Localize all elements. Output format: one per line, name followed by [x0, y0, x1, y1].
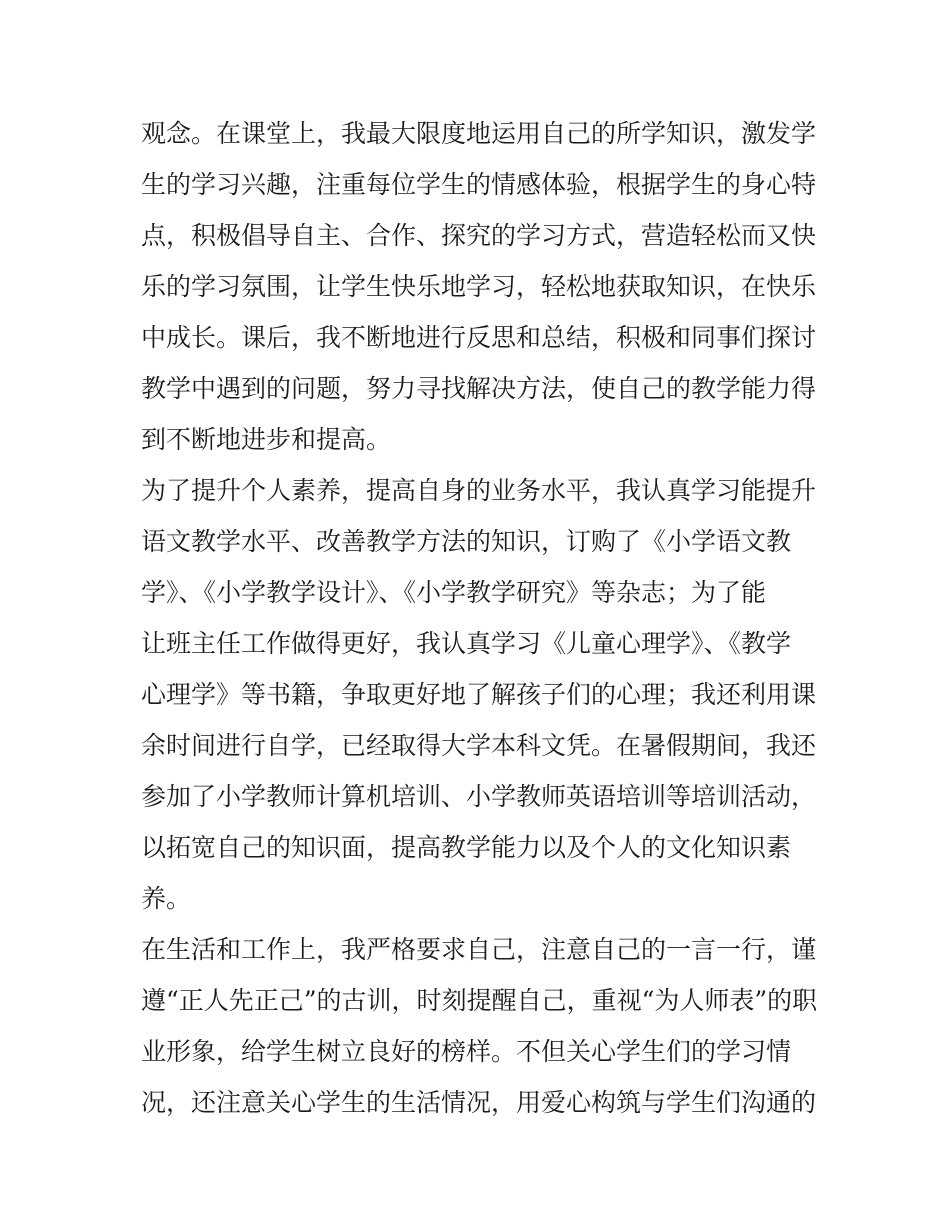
- text-line: 中成长。课后，我不断地进行反思和总结，积极和同事们探讨: [141, 323, 817, 352]
- text-line: 以拓宽自己的知识面，提高教学能力以及个人的文化知识素: [141, 833, 792, 862]
- paragraph-2: [141, 465, 821, 924]
- text-line: 养。: [141, 884, 192, 913]
- text-line: 生的学习兴趣，注重每位学生的情感体验，根据学生的身心特: [141, 170, 817, 199]
- text-line: 语文教学水平、改善教学方法的知识，订购了《小学语文教: [141, 527, 792, 556]
- document-body: [141, 108, 821, 1128]
- text-line: 遵“正人先正己”的古训，时刻提醒自己，重视“为人师表”的职: [141, 986, 818, 1015]
- text-line: 参加了小学教师计算机培训、小学教师英语培训等培训活动，: [141, 782, 817, 811]
- text-line: 为了提升个人素养，提高自身的业务水平，我认真学习能提升: [141, 476, 817, 505]
- text-line: 点，积极倡导自主、合作、探究的学习方式，营造轻松而又快: [141, 221, 817, 250]
- text-line: 在生活和工作上，我严格要求自己，注意自己的一言一行，谨: [141, 935, 817, 964]
- text-line: 让班主任工作做得更好，我认真学习《儿童心理学》、《教学: [141, 629, 792, 658]
- text-line: 到不断地进步和提高。: [141, 425, 392, 454]
- text-line: 观念。在课堂上，我最大限度地运用自己的所学知识，激发学: [141, 119, 817, 148]
- text-line: 乐的学习氛围，让学生快乐地学习，轻松地获取知识，在快乐: [141, 272, 817, 301]
- paragraph-3: [141, 924, 821, 1128]
- text-line: 况，还注意关心学生的生活情况，用爱心构筑与学生们沟通的: [141, 1088, 817, 1117]
- text-line: 心理学》等书籍，争取更好地了解孩子们的心理；我还利用课: [141, 680, 817, 709]
- text-line: 余时间进行自学，已经取得大学本科文凭。在暑假期间，我还: [141, 731, 817, 760]
- text-line: 教学中遇到的问题，努力寻找解决方法，使自己的教学能力得: [141, 374, 817, 403]
- text-line: 学》、《小学教学设计》、《小学教学研究》等杂志；为了能: [141, 578, 767, 607]
- text-line: 业形象，给学生树立良好的榜样。不但关心学生们的学习情: [141, 1037, 792, 1066]
- paragraph-1: [141, 108, 821, 465]
